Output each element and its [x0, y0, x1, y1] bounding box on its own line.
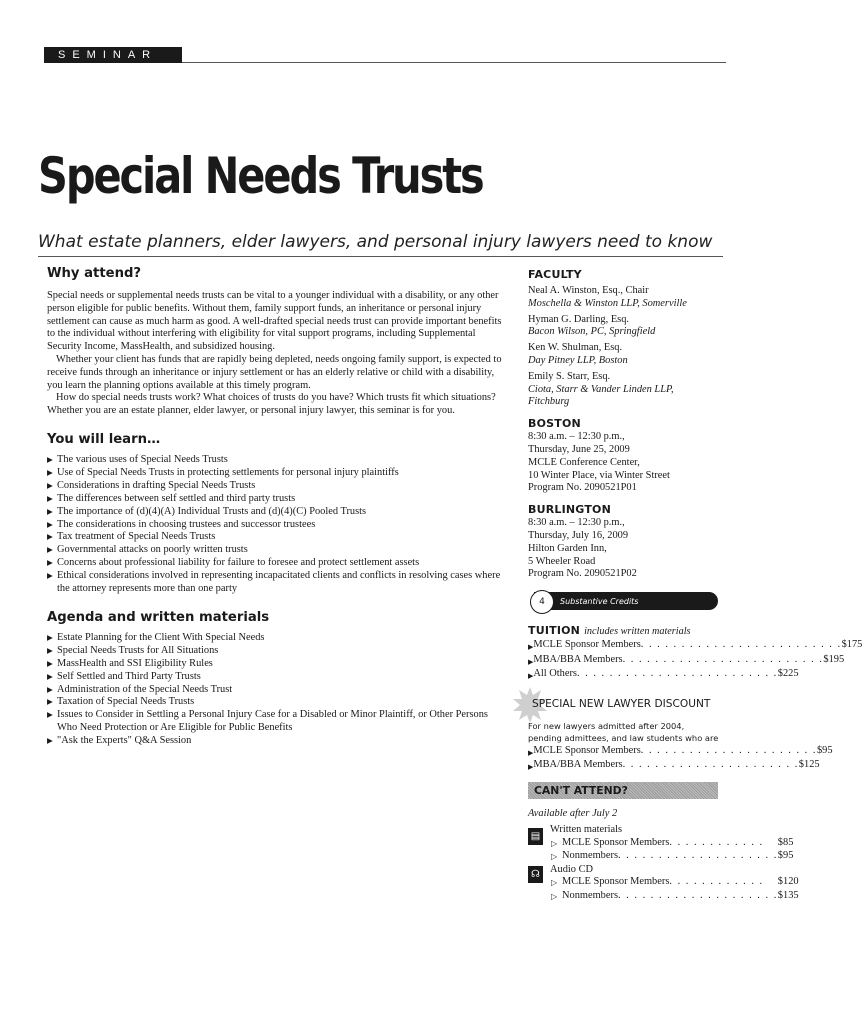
session-line: 8:30 a.m. – 12:30 p.m., [528, 517, 625, 529]
outline-triangle-icon: ▷ [551, 852, 558, 862]
faculty-name: Ken W. Shulman, Esq. [528, 342, 623, 354]
learn-item: ▶ The importance of (d)(4)(A) Individual Trusts and (d)(4)(C) Pooled Trusts [47, 506, 509, 519]
written-price-row: ▷ MCLE Sponsor Members . . . . . . . . . . . . $85 [550, 837, 793, 851]
session-program-number: Program No. 2090521P01 [528, 482, 637, 494]
tuition-price-row: ▶ MCLE Sponsor Members . . . . . . . . . . . . . . . . . . . . . . . . . $175 [528, 639, 718, 654]
document-icon: ▤ [528, 828, 543, 845]
audio-cd-label: Audio CD [550, 863, 594, 875]
triangle-bullet-icon: ▶ [528, 748, 534, 757]
learn-item: ▶ Ethical considerations involved in representing incapacitated clients and conflicts in resolving cases where the attorney represents more than one party [47, 570, 509, 596]
faculty-name: Neal A. Winston, Esq., Chair [528, 285, 649, 296]
discount-section [528, 697, 718, 711]
faculty-name: Hyman G. Darling, Esq. [528, 313, 630, 325]
page-title: Special Needs Trusts [38, 147, 483, 205]
tuition-heading: TUITION [528, 624, 581, 638]
tuition-price-row: ▶ MBA/BBA Members . . . . . . . . . . . . . . . . . . . . . . . . . $195 [528, 654, 718, 669]
learn-item: ▶ The considerations in choosing trustees and successor trustees [47, 519, 509, 532]
availability-note: Available after July 2 [528, 807, 618, 819]
cant-attend-heading: CAN'T ATTEND? [528, 782, 718, 799]
learn-item: ▶ Use of Special Needs Trusts in protecting settlements for personal injury plaintiffs [47, 467, 509, 480]
session-city: BOSTON [528, 417, 581, 431]
session-line: 8:30 a.m. – 12:30 p.m., [528, 431, 625, 443]
faculty-name: Emily S. Starr, Esq. [528, 370, 611, 382]
session-line: 10 Winter Place, via Winter Street [528, 469, 670, 481]
written-materials-option [528, 823, 794, 864]
audio-cd-option [528, 863, 799, 904]
discount-price-row: ▶ MCLE Sponsor Members . . . . . . . . . . . . . . . . . . . . . . $95 [528, 745, 718, 760]
written-price-row: ▷ Nonmembers . . . . . . . . . . . . . . . . . . . . $95 [550, 850, 793, 864]
agenda-item: ▶ Self Settled and Third Party Trusts [47, 671, 509, 684]
agenda-heading: Agenda and written materials [47, 609, 270, 625]
headphones-icon: ☊ [528, 866, 543, 883]
triangle-bullet-icon: ▶ [528, 643, 534, 652]
agenda-list [47, 632, 509, 748]
learn-item: ▶ The differences between self settled and third party trusts [47, 493, 509, 506]
learn-item: ▶ Considerations in drafting Special Needs Trusts [47, 480, 509, 493]
faculty-heading: FACULTY [528, 268, 582, 281]
learn-item: ▶ Governmental attacks on poorly written trusts [47, 544, 509, 557]
header-rule [182, 62, 726, 63]
audio-price-row: ▷ MCLE Sponsor Members . . . . . . . . . . . . $120 [550, 876, 799, 890]
page-subtitle: What estate planners, elder lawyers, and personal injury lawyers need to know [38, 232, 713, 252]
triangle-bullet-icon: ▶ [528, 763, 534, 772]
session-line: MCLE Conference Center, [528, 456, 640, 468]
why-attend-paragraph: How do special needs trusts work? What choices of trusts do you have? Which trusts fit which situations? Whether you are an estate planner, elder lawyer, or personal injury lawyer, this seminar is for you. [47, 392, 496, 417]
agenda-item: ▶ Estate Planning for the Client With Special Needs [47, 632, 509, 645]
why-attend-paragraph: Whether your client has funds that are rapidly being depleted, needs ongoing family support, is expected to receive funds through an inheritance or injury settlement or has an elderly relative or child with a disability, you learn the planning options available at this timely program. [47, 353, 502, 391]
outline-triangle-icon: ▷ [551, 878, 558, 888]
agenda-item: ▶ Special Needs Trusts for All Situations [47, 645, 509, 658]
outline-triangle-icon: ▷ [551, 838, 558, 848]
session-line: Thursday, July 16, 2009 [528, 529, 629, 541]
main-column [47, 265, 509, 748]
faculty-firm: Fitchburg [528, 396, 570, 408]
outline-triangle-icon: ▷ [551, 891, 558, 901]
learn-item: ▶ The various uses of Special Needs Trusts [47, 454, 509, 467]
tuition-note: includes written materials [584, 626, 691, 638]
agenda-item: ▶ "Ask the Experts" Q&A Session [47, 735, 509, 748]
discount-line: pending admittees, and law students who are [528, 733, 719, 744]
you-will-learn-heading: You will learn… [47, 431, 161, 447]
credits-label: Substantive Credits [560, 596, 639, 606]
why-attend-heading: Why attend? [47, 266, 142, 281]
learn-list [47, 454, 509, 596]
agenda-item: ▶ Administration of the Special Needs Trust [47, 684, 509, 697]
written-materials-label: Written materials [550, 823, 622, 835]
triangle-bullet-icon: ▶ [528, 657, 534, 666]
session-line: 5 Wheeler Road [528, 555, 596, 567]
tuition-price-row: ▶ All Others . . . . . . . . . . . . . . . . . . . . . . . . . $225 [528, 668, 718, 683]
faculty-firm: Ciota, Starr & Vander Linden LLP, [528, 383, 674, 395]
audio-price-row: ▷ Nonmembers . . . . . . . . . . . . . . . . . . . . $135 [550, 890, 799, 904]
triangle-bullet-icon: ▶ [528, 672, 534, 681]
agenda-item: ▶ MassHealth and SSI Eligibility Rules [47, 658, 509, 671]
sidebar-column [528, 268, 862, 903]
discount-line: For new lawyers admitted after 2004, [528, 720, 685, 731]
agenda-item: ▶ Issues to Consider in Settling a Personal Injury Case for a Disabled or Minor Plaintiff, or Other Persons Who Need Protection or Are Eligible for Public Benefits [47, 709, 509, 735]
agenda-item: ▶ Taxation of Special Needs Trusts [47, 696, 509, 709]
credits-number: 4 [530, 590, 554, 614]
learn-item: ▶ Tax treatment of Special Needs Trusts [47, 531, 509, 544]
faculty-firm: Day Pitney LLP, Boston [528, 354, 628, 366]
faculty-firm: Moschella & Winston LLP, Somerville [528, 297, 687, 309]
subtitle-rule [38, 256, 723, 257]
discount-heading: SPECIAL NEW LAWYER DISCOUNT [532, 697, 711, 710]
faculty-firm: Bacon Wilson, PC, Springfield [528, 326, 656, 338]
credits-badge [534, 592, 718, 610]
session-city: BURLINGTON [528, 503, 611, 517]
session-line: Hilton Garden Inn, [528, 542, 607, 554]
session-program-number: Program No. 2090521P02 [528, 568, 637, 580]
seminar-label: SEMINAR [44, 47, 182, 63]
discount-price-row: ▶ MBA/BBA Members . . . . . . . . . . . . . . . . . . . . . . $125 [528, 759, 718, 774]
why-attend-paragraph: Special needs or supplemental needs trusts can be vital to a younger individual with a disability, or any other person eligible for public benefits. Without them, family support funds, an inheritance or personal injury settlement can cause as much harm as good. A well-drafted special needs trust can provide important benefits to the individual without interfering with eligibility for vital support programs, including Supplemental Security Income, MassHealth, and subsidized housing. [47, 290, 502, 353]
learn-item: ▶ Concerns about professional liability for failure to foresee and protect settlement assets [47, 557, 509, 570]
session-line: Thursday, June 25, 2009 [528, 443, 630, 455]
